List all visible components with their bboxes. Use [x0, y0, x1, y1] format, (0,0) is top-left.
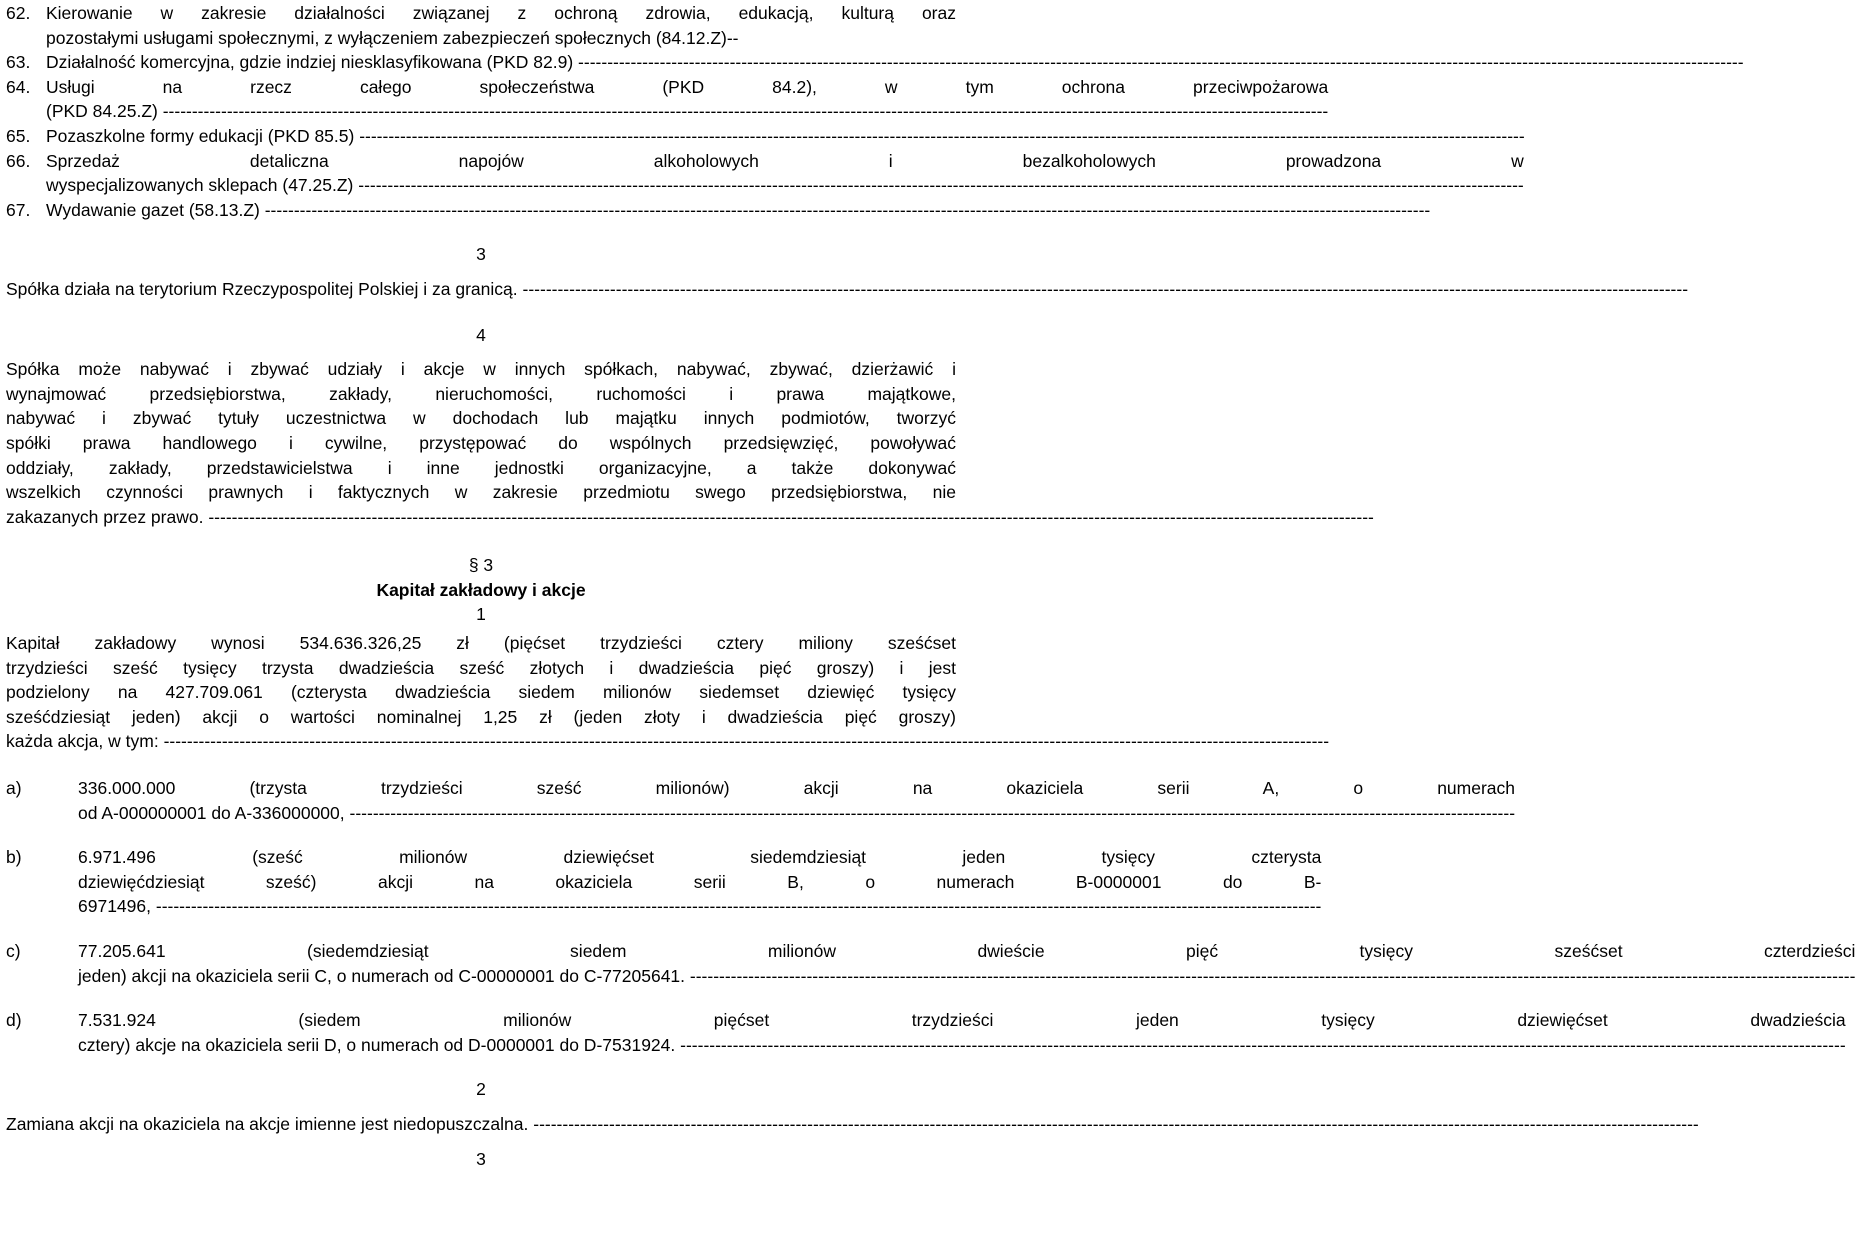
series-letter: b) [6, 847, 22, 868]
chapter-number: § 3 [468, 555, 494, 576]
chapter-title: Kapitał zakładowy i akcje [376, 579, 586, 600]
series-line: 336.000.000 (trzysta trzydzieści sześć milionów) akcji na okaziciela serii A, o numerach [78, 778, 1516, 799]
series-line: od A-000000001 do A-336000000, ----- [78, 801, 1515, 826]
paragraph-number: 4 [476, 324, 486, 345]
series-line: jeden) akcji na okaziciela serii C, o numerach od C-00000001 do C-77205641. ----- [78, 964, 1855, 989]
list-item [6, 124, 956, 149]
item-text: Działalność komercyjna, gdzie indziej niesklasyfikowana (PKD 82.9) ----- [46, 50, 1744, 75]
list-item [6, 1, 956, 50]
paragraph-line: sześćdziesiąt jeden) akcji o wartości nominalnej 1,25 zł (jeden złoty i dwadzieścia pięć groszy) [6, 706, 956, 727]
item-number: 64. [6, 76, 31, 97]
paragraph-line: nabywać i zbywać tytuły uczestnictwa w dochodach lub majątku innych podmiotów, tworzyć [6, 408, 956, 429]
series-line: 7.531.924 (siedem milionów pięćset trzydzieści jeden tysięcy dziewięćset dwadzieścia [78, 1010, 1846, 1031]
list-item [6, 149, 1524, 198]
list-item [6, 50, 956, 75]
item-text: Pozaszkolne formy edukacji (PKD 85.5) ----- [46, 124, 1525, 149]
series-letter: a) [6, 778, 22, 799]
paragraph-line: wynajmować przedsiębiorstwa, zakłady, nieruchomości, ruchomości i prawa majątkowe, [6, 383, 956, 404]
document-page [6, 1, 1855, 1171]
share-series-item [6, 1008, 1846, 1057]
list-item [6, 75, 1329, 124]
paragraph-text: Zamiana akcji na okaziciela na akcje imienne jest niedopuszczalna. ----- [6, 1112, 956, 1137]
series-line: 6.971.496 (sześć milionów dziewięćset siedemdziesiąt jeden tysięcy czterysta [78, 847, 1322, 868]
paragraph-line: zakazanych przez prawo. ----- [6, 505, 956, 530]
series-line: 77.205.641 (siedemdziesiąt siedem milionów dwieście pięć tysięcy sześćset czterdzieści [78, 941, 1855, 961]
item-number: 62. [6, 3, 31, 23]
series-letter: d) [6, 1010, 22, 1031]
list-item [6, 198, 956, 223]
series-letter: c) [6, 941, 21, 961]
series-line: dziewięćdziesiąt sześć) akcji na okaziciela serii B, o numerach B-0000001 do B- [78, 871, 1322, 892]
paragraph-text: Spółka działa na terytorium Rzeczypospolitej Polskiej i za granicą. ----- [6, 277, 776, 302]
item-text: pozostałymi usługami społecznymi, z wyłączeniem zabezpieczeń społecznych (84.12.Z)-- [46, 27, 739, 48]
capital-paragraph [6, 631, 956, 754]
paragraph-line: trzydzieści sześć tysięcy trzysta dwadzieścia sześć złotych i dwadzieścia pięć groszy) i jest [6, 657, 956, 678]
item-text: Kierowanie w zakresie działalności związanej z ochroną zdrowia, edukacją, kulturą oraz [46, 3, 956, 23]
item-number: 63. [6, 52, 31, 73]
paragraph-line: podzielony na 427.709.061 (czterysta dwadzieścia siedem milionów siedemset dziewięć tysięcy [6, 682, 956, 703]
share-series-item [6, 776, 1516, 825]
item-number: 67. [6, 199, 31, 220]
item-text: wyspecjalizowanych sklepach (47.25.Z) ----- [46, 173, 1524, 198]
share-series-item [6, 939, 1855, 988]
subparagraph-number: 1 [476, 604, 486, 625]
paragraph-line: Spółka może nabywać i zbywać udziały i akcje w innych spółkach, nabywać, zbywać, dzierżawić i [6, 359, 956, 380]
paragraph-line: każda akcja, w tym: ----- [6, 729, 956, 754]
item-number: 65. [6, 125, 31, 146]
paragraph-line: oddziały, zakłady, przedstawicielstwa i inne jednostki organizacyjne, a także dokonywać [6, 457, 956, 478]
item-text: Sprzedaż detaliczna napojów alkoholowych i bezalkoholowych prowadzona w [46, 150, 1524, 171]
item-text: Wydawanie gazet (58.13.Z) ----- [46, 198, 1430, 223]
paragraph-line: spółki prawa handlowego i cywilne, przystępować do wspólnych przedsięwzięć, powoływać [6, 432, 956, 453]
series-line: 6971496, ----- [78, 894, 1321, 919]
subparagraph-number: 2 [476, 1079, 486, 1100]
item-text: (PKD 84.25.Z) ----- [46, 99, 1328, 124]
subparagraph-number: 3 [476, 1148, 486, 1169]
share-series-item [6, 845, 1322, 919]
paragraph-body [6, 357, 956, 529]
series-line: cztery) akcje na okaziciela serii D, o numerach od D-0000001 do D-7531924. ----- [78, 1033, 1846, 1058]
item-text: Usługi na rzecz całego społeczeństwa (PKD 84.2), w tym ochrona przeciwpożarowa [46, 76, 1329, 97]
paragraph-number: 3 [476, 244, 486, 265]
paragraph-line: Kapitał zakładowy wynosi 534.636.326,25 zł (pięćset trzydzieści cztery miliony sześćset [6, 633, 956, 654]
paragraph-line: wszelkich czynności prawnych i faktycznych w zakresie przedmiotu swego przedsiębiorstwa, nie [6, 482, 956, 503]
item-number: 66. [6, 150, 31, 171]
